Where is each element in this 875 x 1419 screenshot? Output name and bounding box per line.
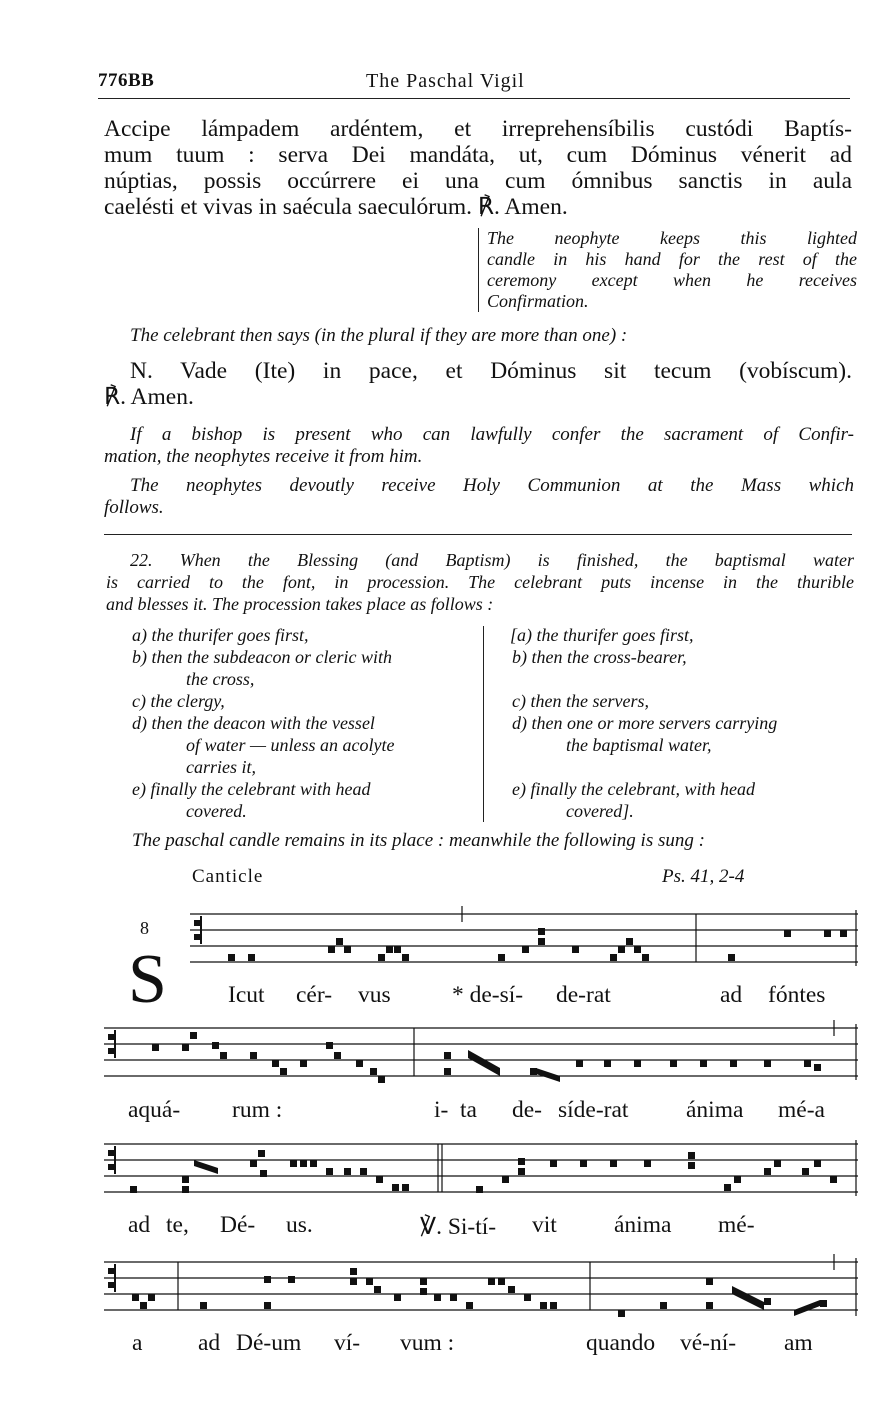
canticle-label: Canticle bbox=[192, 866, 264, 887]
note-line: ceremony except when he receives bbox=[487, 270, 857, 290]
lyric-syllable: * de-sí- bbox=[452, 982, 524, 1008]
rubric-bishop: If a bishop is present who can lawfully confer the sacrament of Confir- bbox=[130, 424, 854, 445]
lyric-syllable: ad bbox=[720, 982, 743, 1008]
list-item: covered]. bbox=[566, 801, 634, 821]
prayer-line: Accipe lámpadem ardéntem, et irreprehensíbilis custódi Baptís- bbox=[104, 116, 852, 142]
list-item: covered. bbox=[186, 801, 247, 821]
lyric-syllable: aquá- bbox=[128, 1097, 181, 1123]
lyric-syllable: vus bbox=[358, 982, 391, 1008]
dismissal-response: ℟. Amen. bbox=[104, 384, 194, 410]
psalm-reference: Ps. 41, 2-4 bbox=[662, 866, 745, 887]
rubric-communion: The neophytes devoutly receive Holy Communion at the Mass which bbox=[130, 475, 854, 496]
lyric-syllable: ℣. Si-tí- bbox=[420, 1214, 497, 1240]
list-item: d) then the deacon with the vessel bbox=[132, 713, 375, 733]
note-line: candle in his hand for the rest of the bbox=[487, 249, 857, 269]
list-item: of water — unless an acolyte bbox=[186, 735, 395, 755]
lyric-syllable: Dé-um bbox=[236, 1330, 302, 1356]
note-line: Confirmation. bbox=[487, 291, 589, 311]
lyric-syllable: rum : bbox=[232, 1097, 283, 1123]
dismissal-line: N. Vade (Ite) in pace, et Dóminus sit tecum (vobíscum). bbox=[130, 358, 852, 384]
prayer-line: caelésti et vivas in saécula saeculórum. ℟. Amen. bbox=[104, 194, 568, 220]
rubric-bishop: mation, the neophytes receive it from him. bbox=[104, 446, 423, 467]
lyric-syllable: cér- bbox=[296, 982, 333, 1008]
lyric-syllable: síde-rat bbox=[558, 1097, 629, 1123]
list-item: e) finally the celebrant, with head bbox=[512, 779, 755, 799]
list-item: b) then the cross-bearer, bbox=[512, 647, 687, 667]
list-item: c) then the servers, bbox=[512, 691, 649, 711]
header-rule bbox=[98, 98, 850, 99]
note-line: The neophyte keeps this lighted bbox=[487, 228, 857, 248]
lyric-syllable: Dé- bbox=[220, 1212, 256, 1238]
column-divider bbox=[483, 626, 484, 822]
lyric-syllable: mé-a bbox=[778, 1097, 825, 1123]
mode-number: 8 bbox=[140, 918, 149, 938]
lyric-syllable: ví- bbox=[334, 1330, 361, 1356]
list-item: d) then one or more servers carrying bbox=[512, 713, 778, 733]
lyric-syllable: ad bbox=[198, 1330, 221, 1356]
page-number: 776BB bbox=[98, 70, 155, 91]
lyric-syllable: te, bbox=[166, 1212, 189, 1238]
list-item: the baptismal water, bbox=[566, 735, 712, 755]
lyric-syllable: quando bbox=[586, 1330, 656, 1356]
chant-staff-3 bbox=[104, 1136, 860, 1206]
list-item: c) the clergy, bbox=[132, 691, 225, 711]
lyric-syllable: i- bbox=[434, 1097, 449, 1123]
lyric-syllable: mé- bbox=[718, 1212, 755, 1238]
lyric-syllable: de- bbox=[512, 1097, 543, 1123]
lyric-syllable: Icut bbox=[228, 982, 265, 1008]
lyric-syllable: ánima bbox=[686, 1097, 744, 1123]
lyric-syllable: vé-ní- bbox=[680, 1330, 737, 1356]
chant-staff-1 bbox=[190, 906, 860, 976]
neophyte-note bbox=[478, 228, 867, 312]
lyric-syllable: am bbox=[784, 1330, 813, 1356]
lyric-syllable: vum : bbox=[400, 1330, 455, 1356]
lyric-syllable: de-rat bbox=[556, 982, 611, 1008]
initial-letter: S bbox=[128, 941, 167, 1018]
section-22-line: is carried to the font, in procession. The celebrant puts incense in the thurible bbox=[106, 572, 854, 592]
rubric-paschal-candle: The paschal candle remains in its place : meanwhile the following is sung : bbox=[132, 830, 705, 851]
lyric-syllable: ad bbox=[128, 1212, 151, 1238]
lyric-syllable: fóntes bbox=[768, 982, 826, 1008]
prayer-line: mum tuum : serva Dei mandáta, ut, cum Dóminus vénerit ad bbox=[104, 142, 852, 168]
lyric-syllable: vit bbox=[532, 1212, 557, 1238]
list-item: [a) the thurifer goes first, bbox=[510, 625, 694, 645]
section-22-line: 22. When the Blessing (and Baptism) is finished, the baptismal water bbox=[130, 550, 854, 570]
lyric-syllable: ánima bbox=[614, 1212, 672, 1238]
chant-staff-4 bbox=[104, 1254, 860, 1326]
lyric-syllable: a bbox=[132, 1330, 143, 1356]
rubric-celebrant-says: The celebrant then says (in the plural if they are more than one) : bbox=[130, 325, 628, 346]
lyric-syllable: ta bbox=[460, 1097, 477, 1123]
lyric-syllable: us. bbox=[286, 1212, 313, 1238]
prayer-line: núptias, possis occúrrere ei una cum ómnibus sanctis in aula bbox=[104, 168, 852, 194]
list-item: b) then the subdeacon or cleric with bbox=[132, 647, 392, 667]
section-22-line: and blesses it. The procession takes place as follows : bbox=[106, 594, 494, 614]
list-item: e) finally the celebrant with head bbox=[132, 779, 371, 799]
list-item: a) the thurifer goes first, bbox=[132, 625, 309, 645]
chant-staff-2 bbox=[104, 1020, 860, 1090]
list-item: carries it, bbox=[186, 757, 256, 777]
section-rule bbox=[104, 534, 852, 535]
running-title: The Paschal Vigil bbox=[366, 70, 525, 92]
rubric-communion: follows. bbox=[104, 497, 164, 518]
list-item: the cross, bbox=[186, 669, 255, 689]
